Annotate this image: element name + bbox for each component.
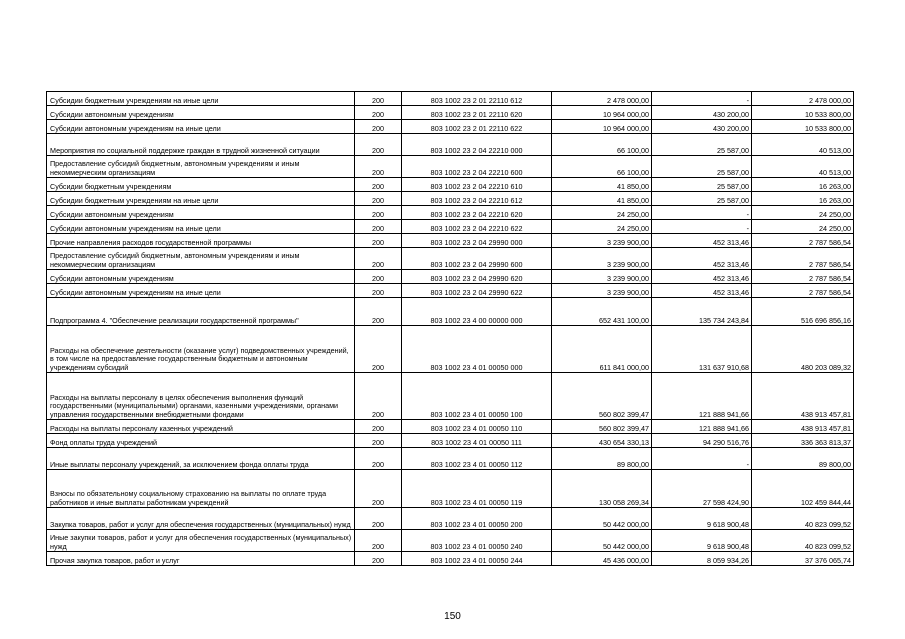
budget-code-cell: 803 1002 23 2 04 29990 622 [402, 284, 552, 298]
line-code-cell: 200 [355, 420, 402, 434]
table-row [47, 270, 854, 284]
approved-amount-cell: 89 800,00 [552, 448, 652, 470]
executed-amount-cell: 452 313,46 [652, 270, 752, 284]
approved-amount-cell: 41 850,00 [552, 178, 652, 192]
line-code-cell: 200 [355, 248, 402, 270]
row-name-cell: Субсидии автономным учреждениям на иные цели [47, 220, 355, 234]
executed-amount-cell: - [652, 206, 752, 220]
approved-amount-cell: 66 100,00 [552, 134, 652, 156]
row-name-cell: Фонд оплаты труда учреждений [47, 434, 355, 448]
approved-amount-cell: 430 654 330,13 [552, 434, 652, 448]
approved-amount-cell: 560 802 399,47 [552, 420, 652, 434]
approved-amount-cell: 45 436 000,00 [552, 552, 652, 566]
line-code-cell: 200 [355, 156, 402, 178]
unexecuted-amount-cell: 2 787 586,54 [752, 234, 854, 248]
row-name-cell: Расходы на обеспечение деятельности (оказание услуг) подведомственных учреждений, в том числе на предоставление государственным бюджетным и автономным учреждениям субсидий [47, 326, 355, 373]
budget-code-cell: 803 1002 23 2 01 22110 622 [402, 120, 552, 134]
row-name-cell: Субсидии автономным учреждениям на иные цели [47, 284, 355, 298]
table-row [47, 530, 854, 552]
executed-amount-cell: 9 618 900,48 [652, 508, 752, 530]
table-row [47, 284, 854, 298]
row-name-cell: Подпрограмма 4. "Обеспечение реализации государственной программы" [47, 298, 355, 326]
approved-amount-cell: 3 239 900,00 [552, 270, 652, 284]
approved-amount-cell: 66 100,00 [552, 156, 652, 178]
row-name-cell: Расходы на выплаты персоналу в целях обеспечения выполнения функций государственными (муниципальными) органами, казенными учреждениями, органами управления государственными внебюджетными фондами [47, 373, 355, 420]
table-row [47, 92, 854, 106]
budget-code-cell: 803 1002 23 2 04 22210 000 [402, 134, 552, 156]
budget-code-cell: 803 1002 23 2 04 22210 620 [402, 206, 552, 220]
budget-code-cell: 803 1002 23 4 01 00050 110 [402, 420, 552, 434]
executed-amount-cell: 25 587,00 [652, 192, 752, 206]
table-row [47, 134, 854, 156]
approved-amount-cell: 130 058 269,34 [552, 470, 652, 508]
line-code-cell: 200 [355, 530, 402, 552]
row-name-cell: Иные выплаты персоналу учреждений, за исключением фонда оплаты труда [47, 448, 355, 470]
budget-code-cell: 803 1002 23 2 04 22210 610 [402, 178, 552, 192]
line-code-cell: 200 [355, 552, 402, 566]
unexecuted-amount-cell: 336 363 813,37 [752, 434, 854, 448]
table-row [47, 234, 854, 248]
row-name-cell: Субсидии автономным учреждениям на иные цели [47, 120, 355, 134]
unexecuted-amount-cell: 40 823 099,52 [752, 508, 854, 530]
approved-amount-cell: 24 250,00 [552, 206, 652, 220]
table-row [47, 420, 854, 434]
line-code-cell: 200 [355, 326, 402, 373]
table-row [47, 448, 854, 470]
executed-amount-cell: 27 598 424,90 [652, 470, 752, 508]
unexecuted-amount-cell: 2 787 586,54 [752, 248, 854, 270]
table-row [47, 120, 854, 134]
executed-amount-cell: 452 313,46 [652, 248, 752, 270]
approved-amount-cell: 611 841 000,00 [552, 326, 652, 373]
budget-code-cell: 803 1002 23 2 04 22210 612 [402, 192, 552, 206]
executed-amount-cell: 94 290 516,76 [652, 434, 752, 448]
unexecuted-amount-cell: 2 478 000,00 [752, 92, 854, 106]
budget-code-cell: 803 1002 23 4 01 00050 100 [402, 373, 552, 420]
budget-code-cell: 803 1002 23 2 04 22210 622 [402, 220, 552, 234]
unexecuted-amount-cell: 516 696 856,16 [752, 298, 854, 326]
unexecuted-amount-cell: 10 533 800,00 [752, 106, 854, 120]
executed-amount-cell: 8 059 934,26 [652, 552, 752, 566]
table-row [47, 552, 854, 566]
row-name-cell: Субсидии автономным учреждениям [47, 270, 355, 284]
unexecuted-amount-cell: 480 203 089,32 [752, 326, 854, 373]
row-name-cell: Закупка товаров, работ и услуг для обеспечения государственных (муниципальных) нужд [47, 508, 355, 530]
table-row [47, 248, 854, 270]
budget-code-cell: 803 1002 23 2 04 29990 600 [402, 248, 552, 270]
row-name-cell: Предоставление субсидий бюджетным, автономным учреждениям и иным некоммерческим организациям [47, 248, 355, 270]
line-code-cell: 200 [355, 106, 402, 120]
line-code-cell: 200 [355, 178, 402, 192]
page-number: 150 [444, 611, 461, 622]
executed-amount-cell: 25 587,00 [652, 156, 752, 178]
row-name-cell: Субсидии бюджетным учреждениям на иные цели [47, 192, 355, 206]
executed-amount-cell: - [652, 220, 752, 234]
unexecuted-amount-cell: 10 533 800,00 [752, 120, 854, 134]
table-row [47, 508, 854, 530]
unexecuted-amount-cell: 2 787 586,54 [752, 270, 854, 284]
budget-code-cell: 803 1002 23 4 01 00050 119 [402, 470, 552, 508]
budget-code-cell: 803 1002 23 4 01 00050 112 [402, 448, 552, 470]
line-code-cell: 200 [355, 270, 402, 284]
approved-amount-cell: 41 850,00 [552, 192, 652, 206]
approved-amount-cell: 10 964 000,00 [552, 120, 652, 134]
unexecuted-amount-cell: 40 513,00 [752, 134, 854, 156]
line-code-cell: 200 [355, 192, 402, 206]
approved-amount-cell: 3 239 900,00 [552, 284, 652, 298]
executed-amount-cell: 452 313,46 [652, 234, 752, 248]
row-name-cell: Иные закупки товаров, работ и услуг для обеспечения государственных (муниципальных) нужд [47, 530, 355, 552]
line-code-cell: 200 [355, 120, 402, 134]
unexecuted-amount-cell: 438 913 457,81 [752, 420, 854, 434]
row-name-cell: Субсидии автономным учреждениям [47, 206, 355, 220]
approved-amount-cell: 652 431 100,00 [552, 298, 652, 326]
row-name-cell: Субсидии бюджетным учреждениям на иные цели [47, 92, 355, 106]
row-name-cell: Мероприятия по социальной поддержке граждан в трудной жизненной ситуации [47, 134, 355, 156]
executed-amount-cell: 9 618 900,48 [652, 530, 752, 552]
approved-amount-cell: 50 442 000,00 [552, 530, 652, 552]
unexecuted-amount-cell: 40 823 099,52 [752, 530, 854, 552]
line-code-cell: 200 [355, 373, 402, 420]
unexecuted-amount-cell: 2 787 586,54 [752, 284, 854, 298]
executed-amount-cell: 430 200,00 [652, 120, 752, 134]
table-body [47, 92, 854, 566]
budget-code-cell: 803 1002 23 2 01 22110 620 [402, 106, 552, 120]
line-code-cell: 200 [355, 434, 402, 448]
line-code-cell: 200 [355, 448, 402, 470]
table-row [47, 298, 854, 326]
budget-code-cell: 803 1002 23 2 04 29990 620 [402, 270, 552, 284]
table-row [47, 206, 854, 220]
row-name-cell: Субсидии бюджетным учреждениям [47, 178, 355, 192]
line-code-cell: 200 [355, 92, 402, 106]
executed-amount-cell: 25 587,00 [652, 178, 752, 192]
executed-amount-cell: 135 734 243,84 [652, 298, 752, 326]
unexecuted-amount-cell: 40 513,00 [752, 156, 854, 178]
approved-amount-cell: 3 239 900,00 [552, 248, 652, 270]
approved-amount-cell: 3 239 900,00 [552, 234, 652, 248]
unexecuted-amount-cell: 24 250,00 [752, 220, 854, 234]
approved-amount-cell: 560 802 399,47 [552, 373, 652, 420]
budget-code-cell: 803 1002 23 4 00 00000 000 [402, 298, 552, 326]
approved-amount-cell: 2 478 000,00 [552, 92, 652, 106]
budget-code-cell: 803 1002 23 4 01 00050 240 [402, 530, 552, 552]
budget-code-cell: 803 1002 23 2 04 22210 600 [402, 156, 552, 178]
table-row [47, 156, 854, 178]
table-row [47, 106, 854, 120]
budget-code-cell: 803 1002 23 4 01 00050 111 [402, 434, 552, 448]
line-code-cell: 200 [355, 470, 402, 508]
approved-amount-cell: 10 964 000,00 [552, 106, 652, 120]
budget-code-cell: 803 1002 23 2 04 29990 000 [402, 234, 552, 248]
line-code-cell: 200 [355, 284, 402, 298]
executed-amount-cell: 25 587,00 [652, 134, 752, 156]
budget-code-cell: 803 1002 23 4 01 00050 200 [402, 508, 552, 530]
executed-amount-cell: 121 888 941,66 [652, 373, 752, 420]
approved-amount-cell: 24 250,00 [552, 220, 652, 234]
executed-amount-cell: - [652, 448, 752, 470]
line-code-cell: 200 [355, 220, 402, 234]
row-name-cell: Расходы на выплаты персоналу казенных учреждений [47, 420, 355, 434]
unexecuted-amount-cell: 37 376 065,74 [752, 552, 854, 566]
executed-amount-cell: - [652, 92, 752, 106]
line-code-cell: 200 [355, 134, 402, 156]
line-code-cell: 200 [355, 206, 402, 220]
unexecuted-amount-cell: 102 459 844,44 [752, 470, 854, 508]
row-name-cell: Взносы по обязательному социальному страхованию на выплаты по оплате труда работников и иные выплаты работникам учреждений [47, 470, 355, 508]
executed-amount-cell: 430 200,00 [652, 106, 752, 120]
budget-code-cell: 803 1002 23 4 01 00050 000 [402, 326, 552, 373]
approved-amount-cell: 50 442 000,00 [552, 508, 652, 530]
table-row [47, 434, 854, 448]
budget-code-cell: 803 1002 23 4 01 00050 244 [402, 552, 552, 566]
unexecuted-amount-cell: 89 800,00 [752, 448, 854, 470]
line-code-cell: 200 [355, 234, 402, 248]
row-name-cell: Прочая закупка товаров, работ и услуг [47, 552, 355, 566]
table-row [47, 220, 854, 234]
row-name-cell: Прочие направления расходов государственной программы [47, 234, 355, 248]
row-name-cell: Предоставление субсидий бюджетным, автономным учреждениям и иным некоммерческим организациям [47, 156, 355, 178]
unexecuted-amount-cell: 438 913 457,81 [752, 373, 854, 420]
unexecuted-amount-cell: 16 263,00 [752, 178, 854, 192]
executed-amount-cell: 121 888 941,66 [652, 420, 752, 434]
unexecuted-amount-cell: 16 263,00 [752, 192, 854, 206]
budget-execution-table [46, 91, 854, 566]
table-row [47, 470, 854, 508]
row-name-cell: Субсидии автономным учреждениям [47, 106, 355, 120]
table-row [47, 192, 854, 206]
line-code-cell: 200 [355, 508, 402, 530]
executed-amount-cell: 131 637 910,68 [652, 326, 752, 373]
line-code-cell: 200 [355, 298, 402, 326]
budget-code-cell: 803 1002 23 2 01 22110 612 [402, 92, 552, 106]
table-row [47, 178, 854, 192]
executed-amount-cell: 452 313,46 [652, 284, 752, 298]
table-row [47, 373, 854, 420]
table-row [47, 326, 854, 373]
unexecuted-amount-cell: 24 250,00 [752, 206, 854, 220]
